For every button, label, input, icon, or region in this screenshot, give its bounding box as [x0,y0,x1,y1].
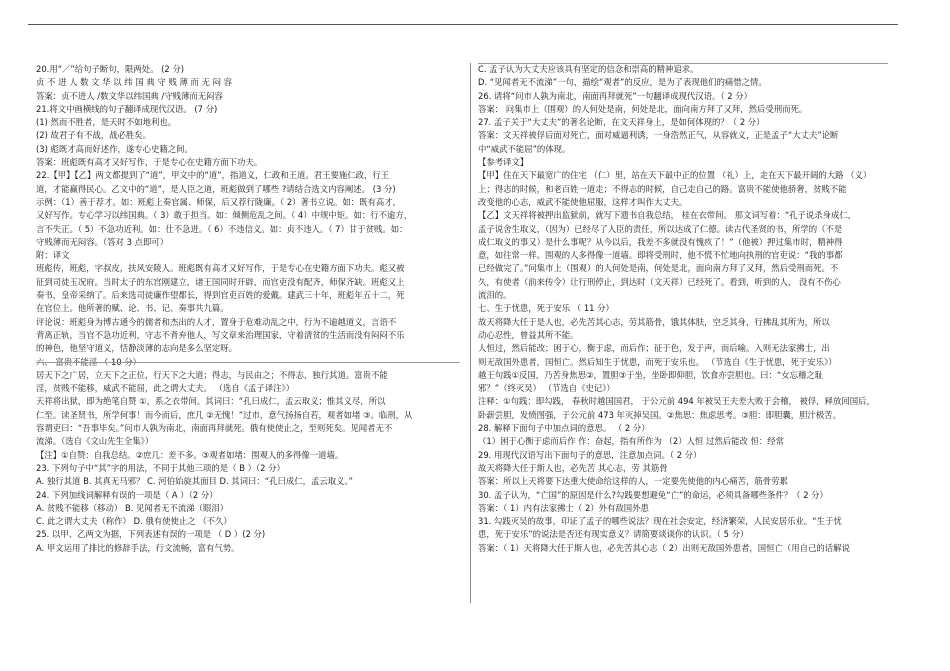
text-line: 故天将降大任于是人也，必先苦其心志，劳其筋骨，饿其体肤，空乏其身，行拂乱其所为，所以 [478,316,830,327]
text-line: C. 此之谓大丈夫（称作） D. 俄有使使止之 （不久） [36,516,232,527]
text-line: 患，死于安乐”的说法是否还有现实意义？请简要谈谈你的认识。（ 5 分） [478,529,749,540]
text-line: 29. 用现代汉语写出下面句子的意思，注意加点词。（ 2 分） [478,449,702,460]
text-line: 成仁取义的事又）是什么事呢？从今以后，我差不多就没有愧疚了！”（他被）押过集市时，精神得 [478,236,843,247]
text-line: 附：译文 [36,250,70,261]
text-line: 背离正轨，当官不急功近利，守志不背弃他人，写文章来治理国家，守着清贫的生活而没有闷闷不乐 [36,329,405,340]
text-line: 的神色，他坚守道义，恬静淡薄的志向是多么坚定呀。 [36,343,237,354]
text-line: 人恒过，然后能改；困于心，衡于虑，而后作；征于色，发于声，而后喻。入则无法家拂士，出 [478,343,830,354]
text-line: 守贱薄而无闷容。（答对 3 点即可） [36,236,169,247]
text-line: 贞 不 进 人 数 文 华 以 纬 国 典 守 贱 薄 而 无 闷 容 [36,77,233,88]
text-line: 仁至。读圣贤书，所学何事！而今而后，庶几 ②无愧！”过市，意气扬扬自若，观者如堵 ③。临刑，从 [36,409,413,420]
text-line: 25. 以甲、乙两文为据，下列表述有误的一项是 （ D ）(2 分) [36,529,266,540]
text-line: 答案：（ 1）天将降大任于斯人也，必先苦其心志（ 2）出则无敌国外患者，国恒亡（用自己的话解说 [478,542,850,553]
text-line: 天祥将出狱，即为绝笔自赞 ①，系之衣带间。其词曰：“孔曰成仁，孟云取义；惟其义尽，所以 [36,396,386,407]
text-line: 答案：（ 1）内有法家拂士（ 2）外有敌国外患 [478,502,649,513]
text-line: 久，有使者（前来传令）让行刑停止，到达时（文天祥）已经死了。看到，听到的人， 没有不伤心 [478,276,841,287]
text-line: 在官位上。他所著的赋、论、书、记、奏事共九篇。 [36,303,229,314]
text-line: 答案：班彪既有高才又好写作，于是专心在史籍方面下功夫。 [36,157,263,168]
text-line: 【甲】住在天下最宽广的住宅 （仁）里，站在天下最中正的位置 （礼）上，走在天下最开阔的大路 （义） [478,170,872,181]
text-line: 24. 下列加线词解释有误的一项是（ A ）（2 分） [36,489,218,500]
text-line: 邪？”（终灭吴） （节选自《史记》） [478,383,615,394]
text-line: (1) 然而不胜者，是天时不如地利也。 [36,117,177,128]
text-line: 20.用“／”给句子断句，限两处。 (2 分) [36,64,185,74]
text-line: 答案：贞不进人 /数文华以纬国典 /守贱薄而无闷容 [36,90,223,101]
text-line: 26. 请将“问市人孰为南北，南面再拜就死”一句翻译成现代汉语。（ 2 分） [478,90,752,101]
text-line: 又好写作。专心学习以纬国典。（ 3）敢于担当。如：倾侧危乱之间。（ 4）中规中矩。如：行不逾方， [36,210,413,221]
top-rule [28,24,898,25]
text-line: 卧薪尝胆，发愤图强，于公元前 473 年灭掉吴国。②焦思：焦虑思考。③胆：即胆囊，胆汁极苦。 [478,409,841,420]
text-line: 流涕。（选自《文山先生全集》） [36,436,154,447]
text-line: 【注】①自赞：自我总结。②庶几：差不多。③观者如堵：围观人的多得像一道墙。 [36,449,344,460]
text-line: 已经做完了。”问集市上（围观）的人何处是南，何处是北，面向南方拜了又拜，然后受刑而死。不 [478,263,839,274]
text-line: 征到司徒玉况府。当时太子的东宫刚建立，诸王国同时开辟，而官吏没有配齐，师保齐缺。班彪又上 [36,276,405,287]
text-line: 答案：文天祥被俘后面对死亡，面对威逼利诱，一身浩然正气，从容就义，正是孟子“大丈夫”论断 [478,130,839,141]
text-line: 23. 下列句子中“其”字的用法，不同于其他三项的是（ B ）（2 分） [36,462,285,473]
section-heading: 七、生于忧患，死于安乐 （ 11 分） [478,303,614,314]
text-line: C. 孟子认为大丈夫应该具有坚定的信念和崇高的精神追求。 [478,64,699,74]
text-line: 示例：（1）善于荐才。如：班彪上奏官属、师保，后又荐行陇廉。（ 2）著书立说。如：既有高才， [36,196,402,207]
text-line: A. 贫贱不能移（移动） B. 见闻者无不流涕（眼泪） [36,502,229,513]
text-line: 言不失正。（ 5）不急功近利。如：仕不急进。（ 6）不违信义。如：贞不违人。（ 7）甘于贫贱。如： [36,223,408,234]
text-line: （1）困于心衡于虑而后作 作：奋起，指有所作为 （2）人恒 过然后能改 恒：经常 [478,436,785,447]
text-line: 27. 孟子关于“大丈夫”的著名论断，在文天祥身上，是如何体现的？（ 2 分） [478,117,765,128]
text-line: A. 甲文运用了排比的修辞手法，行文流畅，富有气势。 [36,542,240,553]
text-line: 【参考译文】 [478,157,529,168]
text-line: 越王句践①反国，乃苦身焦思②，置胆③于坐，坐卧即仰胆，饮食亦尝胆也。曰：“女忘稽之耻 [478,369,824,380]
text-line: 则无敌国外患者，国恒亡。然后知生于忧患，而死于安乐也。 （节选自《生于忧患，死于安乐》） [478,356,837,367]
text-line: 居天下之广居，立天下之正位，行天下之大道；得志，与民由之；不得志，独行其道。富贵不能 [36,369,388,380]
text-line: 答案：所以上天将要下达重大使命给这样的人，一定要先使他的内心痛苦，筋骨劳累 [478,476,788,487]
text-line: 改变他的心志，威武不能使他屈服，这样才叫作大丈夫。 [478,196,688,207]
text-line: 动心忍性，曾益其所不能。 [478,329,579,340]
text-line: 答案： 问集市上（围观）的人何处是南，何处是北，面向南方拜了又拜，然后受刑而死。 [478,103,808,114]
text-line: 淫，贫贱不能移，威武不能屈，此之谓大丈夫。 （选自《孟子译注》） [36,383,295,394]
right-column [478,63,893,555]
text-line: 21.将文中画横线的句子翻译成现代汉语。 (7 分) [36,103,218,114]
text-line: 【乙】文天祥将被押出监狱前，就写下遗书自我总结， 桂在衣带间。 那文词写着：“孔子说杀身成仁， [478,210,857,221]
text-line: 奏书，皇帝采纳了。后来选司徒廉作望都长，得到官吏百姓的爱戴。建武三十年，班彪年五十二，死 [36,290,405,301]
section-divider [36,362,460,363]
text-line: (2) 故君子有不战，战必胜矣。 [36,130,152,141]
left-column [36,63,460,555]
text-line: A. 独行其道 B. 其真无马邪？ C. 河伯始旋其面目 D. 其词曰：“孔曰成仁，孟云取义。” [36,476,354,487]
text-line: 31. 勾践灭吴的故事，印证了孟子的哪些说法？现在社会安定，经济繁荣，人民安居乐业。“生于忧 [478,516,842,527]
text-line: 流泪的。 [478,290,512,301]
text-line: 意，如往常一样。围观的人多得像一道墙。即将受刑时，他不慌不忙地向执刑的官吏说：“我的事都 [478,250,843,261]
column-bracket [470,63,477,603]
text-line: 班彪传，班彪，字叔皮，扶风安陵人。班彪既有高才又好写作，于是专心在史籍方面下功夫。彪又被 [36,263,405,274]
text-line: 孟子说舍生取义，（因为）已经尽了人臣的责任，所以达成了仁德。读古代圣贤的书，所学的（不是 [478,223,843,234]
text-line: 道，才能赢得民心。乙文中的“道”，是人臣之道，班彪做到了哪些 ?请结合选文内容阐述。 (3 分) [36,183,396,194]
text-line: 中“威武不能屈”的体现。 [478,143,571,154]
text-line: 28. 解释下面句子中加点词的意思。 （ 2 分） [478,423,650,434]
text-line: 容谓吏曰：“吾事毕矣。”问市人孰为南北，南面再拜就死。俄有使使止之，至则死矣。见闻者无不 [36,423,393,434]
text-line: 上；得志的时候，和老百姓一道走；不得志的时候，自己走自己的路。富贵不能使他骄奢，贫贱不能 [478,183,847,194]
text-line: D. “见闻者无不流涕”一句，描绘“观者”的反应，是为了表现他们的痛惜之情。 [478,77,767,88]
text-line: 30. 孟子认为，“亡国”的原因是什么?勾践要想避免“亡”的命运，必须具备哪些条件？（ 2 分） [478,489,828,500]
text-line: 22.【甲】【乙】两文都提到了“道”，甲文中的“道”，指道义，仁政和王道。君王要施仁政，行王 [36,170,390,181]
text-line: 注释：①句践：即勾践， 春秋时越国国君， 于公元前 494 年被吴王夫差大败于会稽， 被俘，释放回国后， [478,396,875,407]
text-line: (3) 彪既才高而好述作，遂专心史籍之间。 [36,143,193,154]
text-line: 故天将降大任于斯人也，必先苦 其心志，劳 其筋骨 [478,462,668,473]
text-line: 评论说：班彪身为博古通今的儒者和杰出的人才，置身于危难动乱之中，行为不逾越道义，言语不 [36,316,397,327]
